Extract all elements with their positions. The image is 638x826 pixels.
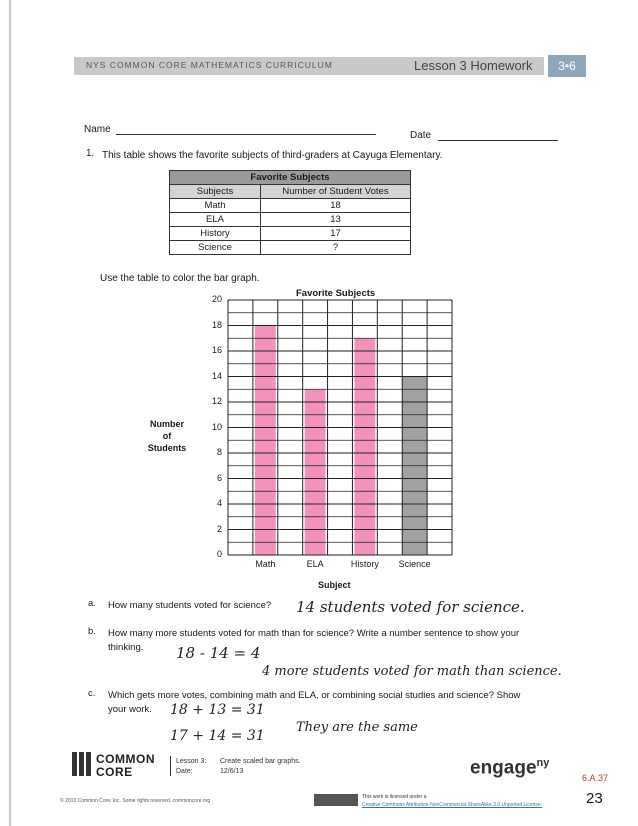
engageny-sup: ny	[536, 757, 550, 769]
common-core-logo-icon	[72, 752, 92, 776]
license-link[interactable]: Creative Commons Attribution-NonCommercial-ShareAlike 3.0 Unported License.	[362, 802, 543, 808]
answer-b-sentence: 4 more students voted for math than science.	[262, 664, 562, 679]
name-label: Name	[84, 124, 111, 135]
table-cell-votes: 18	[261, 199, 411, 213]
page-number: 23	[586, 790, 603, 807]
lesson-title: Lesson 3 Homework	[414, 58, 533, 73]
creative-commons-badge-icon	[314, 794, 358, 806]
instruction-text: Use the table to color the bar graph.	[100, 273, 260, 284]
bar-history	[354, 338, 375, 555]
y-label-line: Students	[147, 443, 187, 453]
table-cell-subject: ELA	[170, 213, 261, 227]
curriculum-label: NYS COMMON CORE MATHEMATICS CURRICULUM	[86, 60, 333, 70]
answer-c-history-science: 17 + 14 = 31	[170, 728, 265, 744]
answer-c-conclusion: They are the same	[296, 720, 418, 735]
x-tick-label: ELA	[306, 559, 324, 569]
question-b-text-1: How many more students voted for math than for science? Write a number sentence to show your	[108, 628, 520, 639]
table-cell-votes: 13	[261, 213, 411, 227]
module-badge: 3•6	[548, 55, 586, 77]
y-tick-label: 0	[216, 549, 222, 559]
answer-b-equation: 18 - 14 = 4	[176, 644, 261, 662]
x-tick-label: History	[350, 559, 379, 569]
question-a-text: How many students voted for science?	[108, 600, 272, 611]
answer-c-math-ela: 18 + 13 = 31	[170, 702, 265, 718]
answer-a: 14 students voted for science.	[296, 598, 525, 616]
problem-text: This table shows the favorite subjects of third-graders at Cayuga Elementary.	[102, 150, 443, 161]
footer-divider	[170, 756, 171, 776]
y-tick-label: 14	[211, 370, 222, 381]
logo-text-common: COMMON	[96, 752, 155, 766]
y-tick-label: 20	[211, 294, 222, 304]
table-cell-votes: 17	[261, 227, 411, 241]
y-tick-label: 2	[216, 523, 222, 534]
copyright-text: © 2013 Common Core, Inc. Some rights reserved. commoncore.org	[60, 798, 211, 804]
table-cell-subject: History	[170, 227, 261, 241]
y-tick-label: 6	[216, 472, 222, 483]
table-header-votes: Number of Student Votes	[261, 185, 411, 199]
engageny-text: engage	[470, 757, 537, 779]
x-tick-label: Science	[398, 559, 431, 569]
table-header-subjects: Subjects	[170, 185, 261, 199]
question-a-label: a.	[88, 598, 96, 609]
question-b-label: b.	[88, 626, 96, 637]
bar-ela	[305, 389, 326, 555]
footer-date-value: 12/6/13	[220, 768, 244, 775]
engageny-logo	[470, 757, 549, 779]
footer-lesson-label: Lesson 3:	[176, 758, 207, 765]
chart-title: Favorite Subjects	[296, 288, 376, 299]
logo-text-core: CORE	[96, 765, 133, 779]
y-tick-label: 4	[216, 498, 222, 508]
table-cell-subject: Science	[170, 241, 261, 255]
y-tick-label: 18	[211, 319, 222, 330]
x-tick-label: Math	[255, 559, 276, 569]
chart-x-label: Subject	[318, 580, 351, 590]
y-tick-label: 12	[211, 396, 222, 406]
problem-number: 1.	[86, 148, 95, 159]
question-b-text-2: thinking.	[108, 642, 144, 653]
y-tick-label: 10	[211, 421, 222, 432]
table-cell-votes: ?	[261, 241, 411, 255]
y-label-line: Number	[149, 419, 184, 429]
footer-date-label: Date:	[176, 768, 193, 775]
y-label-line: of	[162, 431, 172, 441]
license-text: This work is licensed under a	[362, 794, 427, 800]
question-c-text-1: Which gets more votes, combining math and ELA, or combining social studies and science? Show	[108, 690, 521, 701]
table-title: Favorite Subjects	[170, 171, 411, 185]
footer-lesson-value: Create scaled bar graphs.	[220, 758, 301, 765]
y-tick-label: 16	[211, 345, 222, 355]
question-c-text-2: your work.	[108, 704, 152, 715]
y-tick-label: 8	[216, 447, 222, 457]
page-code: 6.A.37	[582, 773, 609, 783]
question-c-label: c.	[88, 688, 96, 699]
table-cell-subject: Math	[170, 199, 261, 213]
date-label: Date	[410, 130, 432, 141]
